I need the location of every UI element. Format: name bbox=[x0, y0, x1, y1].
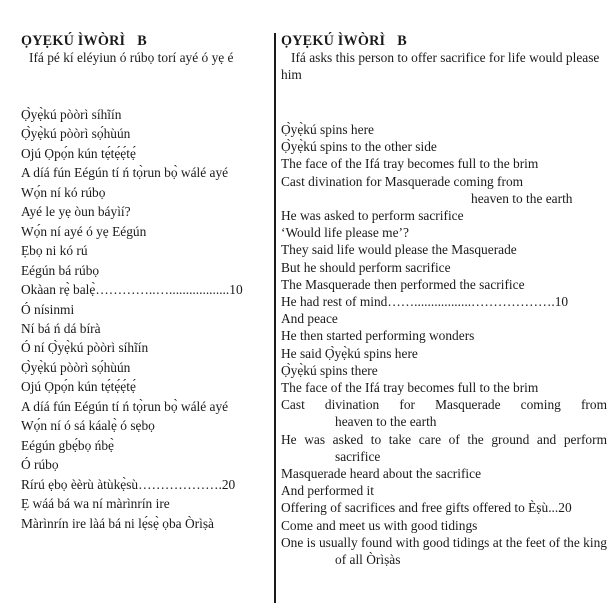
english-verse-line: He said Ọ̀yẹ̀kú spins here bbox=[281, 345, 418, 361]
english-verse-line: Cast divination for Masquerade coming from bbox=[281, 397, 607, 413]
yoruba-verse-line: Wọ́n ní ayé ó yẹ Eégún bbox=[21, 223, 147, 239]
english-verse-line: ‘Would life please me’? bbox=[281, 225, 409, 241]
yoruba-heading bbox=[21, 33, 269, 50]
english-verse-line: The face of the Ifá tray becomes full to the brim bbox=[281, 380, 539, 396]
english-verse-line: Ọ̀yẹ̀kú spins here bbox=[281, 122, 374, 137]
english-verse-line: Offering of sacrifices and free gifts offered to Èṣù...20 bbox=[281, 500, 572, 516]
yoruba-verse-line: Wọ́n ní kó rúbọ bbox=[21, 184, 106, 200]
yoruba-verse-line: Ọ̀yẹ̀kú pòòrì sọ́hùún bbox=[21, 359, 131, 375]
english-verse-line: heaven to the earth bbox=[471, 190, 573, 206]
yoruba-heading-tag: B bbox=[137, 33, 147, 49]
yoruba-verses bbox=[21, 105, 269, 533]
english-verse-line: Ọ̀yẹ̀kú spins to the other side bbox=[281, 139, 437, 155]
yoruba-verse-line: Ojú Ọpọ́n kún tẹ́tẹ́ẹ́tẹ́ bbox=[21, 145, 136, 161]
yoruba-verse-line: Ayé le yẹ òun báyìí? bbox=[21, 204, 131, 220]
yoruba-verse-line: Okàan rẹ̀ balẹ̀…………..…..................10 bbox=[21, 282, 243, 298]
english-verse-line: And performed it bbox=[281, 483, 374, 499]
yoruba-verse-line: Ó ní Ọ̀yẹ̀kú pòòrì síhĩín bbox=[21, 340, 149, 356]
yoruba-verse-line: Ó rúbọ bbox=[21, 457, 59, 473]
english-verse-line: He was asked to take care of the ground and perform sacrifice bbox=[281, 431, 607, 464]
english-verse-line: heaven to the earth bbox=[335, 414, 437, 430]
yoruba-column bbox=[21, 33, 269, 531]
yoruba-verse-line: Ẹbọ ni kó rú bbox=[21, 243, 88, 259]
english-verse-line: He was asked to perform sacrifice bbox=[281, 208, 464, 224]
column-divider bbox=[274, 33, 276, 603]
yoruba-verse-line: Rírú ẹbọ èèrù àtùkẹ̀sù……………….20 bbox=[21, 476, 236, 492]
yoruba-heading-title: ỌYẸKÚ ÌWÒRÌ bbox=[21, 33, 126, 49]
english-heading-title: ỌYẸKÚ ÌWÒRÌ bbox=[281, 33, 386, 49]
english-verse-line: Come and meet us with good tidings bbox=[281, 517, 478, 533]
yoruba-verse-line: Ojú Ọpọ́n kún tẹ́tẹ́ẹ́tẹ́ bbox=[21, 379, 136, 395]
english-verse-line: But he should perform sacrifice bbox=[281, 259, 451, 275]
yoruba-verse-line: Wọ́n ní ó sá káalẹ̀ ó sẹbọ bbox=[21, 418, 155, 434]
yoruba-verse-line: A díá fún Eégún tí ń tọ̀run bọ̀ wálé ayé bbox=[21, 398, 229, 414]
english-verse-line: The Masquerade then performed the sacrifice bbox=[281, 276, 525, 292]
english-verse-line: The face of the Ifá tray becomes full to the brim bbox=[281, 156, 539, 172]
english-verses bbox=[281, 121, 607, 568]
english-column bbox=[281, 33, 607, 568]
yoruba-verse-line: Ẹ wáá bá wa ní màrìnrín ire bbox=[21, 496, 170, 512]
english-verse-line: Masquerade heard about the sacrifice bbox=[281, 466, 482, 482]
yoruba-subtitle: Ifá pé kí eléyiun ó rúbọ torí ayé ó yẹ é bbox=[29, 50, 234, 65]
english-subtitle: Ifá asks this person to offer sacrifice for life would please him bbox=[281, 50, 600, 82]
english-verse-line: And peace bbox=[281, 311, 338, 327]
yoruba-verse-line: Ọ̀yẹ̀kú pòòrì sọ́hùún bbox=[21, 126, 131, 142]
yoruba-verse-line: Eégún gbẹ́bọ ńbẹ̀ bbox=[21, 437, 114, 453]
yoruba-verse-line: Ó nísinmi bbox=[21, 301, 75, 317]
yoruba-verse-line: A díá fún Eégún tí ń tọ̀run bọ̀ wálé ayé bbox=[21, 165, 229, 181]
yoruba-verse-line: Ọ̀yẹ̀kú pòòrì síhĩín bbox=[21, 107, 122, 122]
english-verse-line: They said life would please the Masquerade bbox=[281, 242, 517, 258]
english-verse-line: He had rest of mind…….................……………….10 bbox=[281, 294, 569, 310]
english-verse-line: He then started performing wonders bbox=[281, 328, 475, 344]
yoruba-verse-line: Eégún bá rúbọ bbox=[21, 262, 100, 278]
english-verse-line: Cast divination for Masquerade coming from bbox=[281, 173, 524, 189]
english-verse-line: Ọ̀yẹ̀kú spins there bbox=[281, 362, 378, 378]
english-heading bbox=[281, 33, 607, 50]
yoruba-verse-line: Ní bá ń dá bírà bbox=[21, 320, 101, 336]
english-heading-tag: B bbox=[397, 33, 407, 49]
english-verse-line: One is usually found with good tidings at the feet of the king of all Òrìṣàs bbox=[281, 534, 607, 568]
yoruba-verse-line: Màrìnrín ire làá bá ni lẹ́sẹ̀ ọba Òrìṣà bbox=[21, 515, 214, 531]
